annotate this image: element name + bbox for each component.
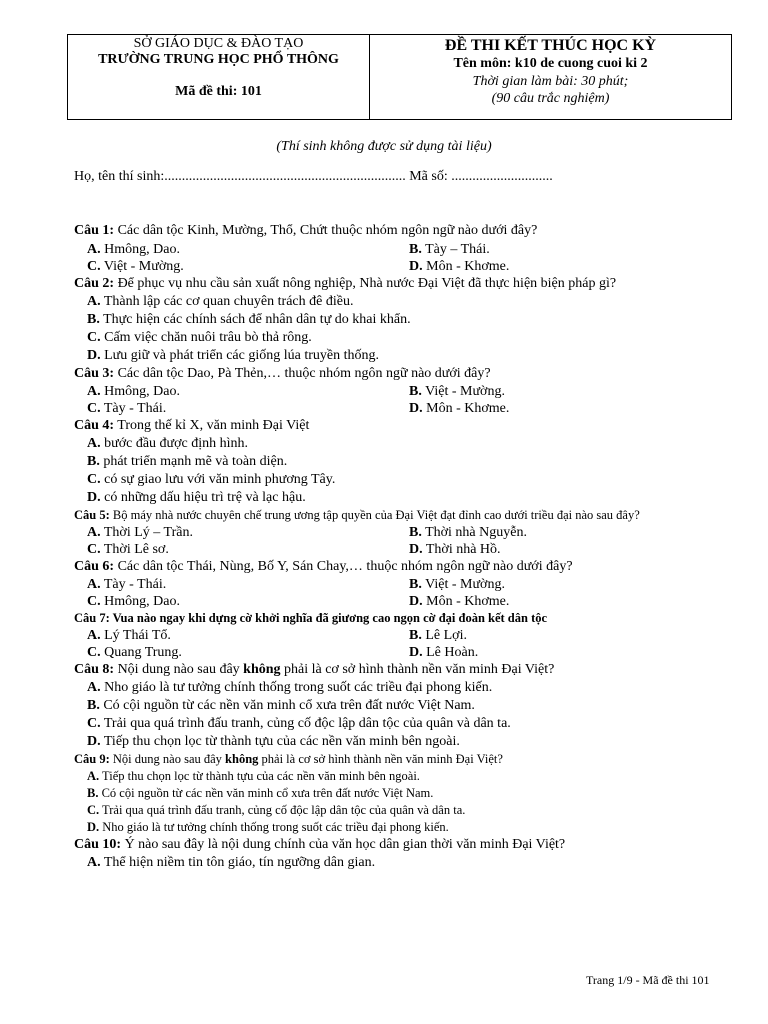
option-c: C. Hmông, Dao. (87, 594, 180, 609)
question-label: Câu 1: (74, 223, 115, 238)
option-a: A. Nho giáo là tư tưởng chính thống trong suốt các triều đại phong kiến. (87, 680, 493, 695)
candidate-line: Họ, tên thí sinh:..................................................................... Mã số: ............................. (74, 169, 553, 184)
option-a: A. bước đầu được định hình. (87, 436, 249, 451)
question-stem (74, 365, 734, 383)
option-c: C. Tày - Thái. (87, 401, 167, 416)
option-a: A. Thể hiện niềm tin tôn giáo, tín ngưỡng dân gian. (87, 855, 376, 870)
option-a: A. Hmông, Dao. (87, 384, 180, 399)
exam-code: Mã đề thi: 101 (175, 84, 262, 99)
option-d: D. Thời nhà Hồ. (409, 542, 501, 557)
option-c: C. Trải qua quá trình đấu tranh, củng cố độc lập dân tộc của quân và dân ta. (87, 803, 466, 817)
option-b: B. phát triển mạnh mẽ và toàn diện. (87, 454, 288, 469)
exam-note: (Thí sinh không được sử dụng tài liệu) (276, 139, 492, 154)
question-label: Câu 6: (74, 559, 115, 574)
exam-title: ĐỀ THI KẾT THÚC HỌC KỲ (444, 37, 657, 54)
option-b: B. Tày – Thái. (409, 242, 490, 257)
option-d: D. Lê Hoàn. (409, 645, 479, 660)
option-b: B. Thời nhà Nguyễn. (409, 525, 527, 540)
question-label: Câu 5: (74, 508, 110, 522)
question-label: Câu 10: (74, 837, 122, 852)
question-stem: Câu 8: Nội dung nào sau đây không phải là cơ sở hình thành nền văn minh Đại Việt? (74, 662, 555, 677)
exam-duration: Thời gian làm bài: 30 phút; (472, 74, 629, 89)
option-c: C. Thời Lê sơ. (87, 542, 169, 557)
question-3 (74, 365, 734, 417)
option-b: B. Việt - Mường. (409, 384, 505, 399)
option-a: A. Lý Thái Tổ. (87, 628, 171, 643)
option-d: D. có những dấu hiệu trì trệ và lạc hậu. (87, 490, 306, 505)
option-b: B. Có cội nguồn từ các nền văn minh cổ xưa trên đất nước Việt Nam. (87, 786, 434, 800)
question-stem (74, 836, 734, 854)
option-a: A. Thành lập các cơ quan chuyên trách đê điều. (87, 294, 354, 309)
question-1 (74, 222, 734, 275)
option-c: C. Quang Trung. (87, 645, 182, 660)
question-10 (74, 836, 734, 872)
question-text: Vua nào ngay khi dựng cờ khởi nghĩa đã giương cao ngọn cờ đại đoàn kết dân tộc (109, 611, 548, 625)
question-label: Câu 9: (74, 752, 110, 766)
question-label: Câu 8: (74, 662, 115, 677)
question-2 (74, 275, 734, 365)
question-text: Để phục vụ nhu cầu sản xuất nông nghiệp, Nhà nước Đại Việt đã thực hiện biện pháp gì? (114, 276, 617, 291)
question-count: (90 câu trắc nghiệm) (491, 91, 610, 106)
question-stem: Câu 9: Nội dung nào sau đây không phải là cơ sở hình thành nền văn minh Đại Việt? (74, 752, 503, 766)
question-7 (74, 610, 734, 661)
question-6 (74, 558, 734, 610)
question-label: Câu 3: (74, 366, 115, 381)
question-text: Ý nào sau đây là nội dung chính của văn học dân gian thời văn minh Đại Việt? (121, 837, 566, 852)
subject-name: Tên môn: k10 de cuong cuoi ki 2 (453, 56, 648, 71)
option-a: A. Hmông, Dao. (87, 242, 180, 257)
emphasis-word: không (225, 752, 259, 766)
option-c: C. Cấm việc chăn nuôi trâu bò thả rông. (87, 330, 312, 345)
option-b: B. Có cội nguồn từ các nền văn minh cổ xưa trên đất nước Việt Nam. (87, 698, 475, 713)
option-d: D. Nho giáo là tư tưởng chính thống trong suốt các triều đại phong kiến. (87, 820, 449, 834)
option-a: A. Tiếp thu chọn lọc từ thành tựu của các nền văn minh bên ngoài. (87, 769, 420, 783)
question-stem (74, 417, 734, 435)
question-label: Câu 2: (74, 276, 115, 291)
school-info (68, 35, 370, 119)
question-list (74, 222, 734, 872)
option-d: D. Lưu giữ và phát triển các giống lúa truyền thống. (87, 348, 380, 363)
option-d: D. Môn - Khơme. (409, 259, 510, 274)
question-text: Bộ máy nhà nước chuyên chế trung ương tập quyền của Đại Việt đạt đỉnh cao dưới triều đại nào sau đây? (109, 508, 640, 522)
option-a: A. Tày - Thái. (87, 577, 167, 592)
exam-info (370, 35, 731, 119)
question-5 (74, 507, 734, 558)
question-stem (74, 558, 734, 576)
option-c: C. Trải qua quá trình đấu tranh, củng cố độc lập dân tộc của quân và dân ta. (87, 716, 511, 731)
question-text: Trong thế kỉ X, văn minh Đại Việt (114, 418, 310, 433)
school-name: TRƯỜNG TRUNG HỌC PHỔ THÔNG (98, 52, 339, 67)
question-text: Các dân tộc Kinh, Mường, Thổ, Chứt thuộc nhóm ngôn ngữ nào dưới đây? (114, 223, 538, 238)
question-8 (74, 661, 734, 751)
question-text: Các dân tộc Dao, Pà Thẻn,… thuộc nhóm ngôn ngữ nào dưới đây? (114, 366, 491, 381)
emphasis-word: không (243, 662, 281, 677)
option-d: D. Tiếp thu chọn lọc từ thành tựu của các nền văn minh bên ngoài. (87, 734, 460, 749)
option-d: D. Môn - Khơme. (409, 594, 510, 609)
question-9 (74, 751, 734, 836)
question-stem (74, 222, 734, 240)
department-name: SỞ GIÁO DỤC & ĐÀO TẠO (133, 36, 304, 51)
exam-header (67, 34, 732, 120)
page-footer: Trang 1/9 - Mã đề thi 101 (586, 973, 710, 987)
option-c: C. Việt - Mường. (87, 259, 184, 274)
option-b: B. Việt - Mường. (409, 577, 505, 592)
option-b: B. Thực hiện các chính sách để nhân dân tự do khai khẩn. (87, 312, 411, 327)
option-d: D. Môn - Khơme. (409, 401, 510, 416)
question-stem (74, 275, 734, 293)
option-b: B. Lê Lợi. (409, 628, 467, 643)
question-stem (74, 507, 734, 524)
question-text: Các dân tộc Thái, Nùng, Bố Y, Sán Chay,… thuộc nhóm ngôn ngữ nào dưới đây? (114, 559, 573, 574)
question-stem (74, 610, 734, 627)
question-4 (74, 417, 734, 507)
question-label: Câu 7: (74, 611, 110, 625)
question-label: Câu 4: (74, 418, 115, 433)
option-c: C. có sự giao lưu với văn minh phương Tây. (87, 472, 336, 487)
option-a: A. Thời Lý – Trần. (87, 525, 193, 540)
